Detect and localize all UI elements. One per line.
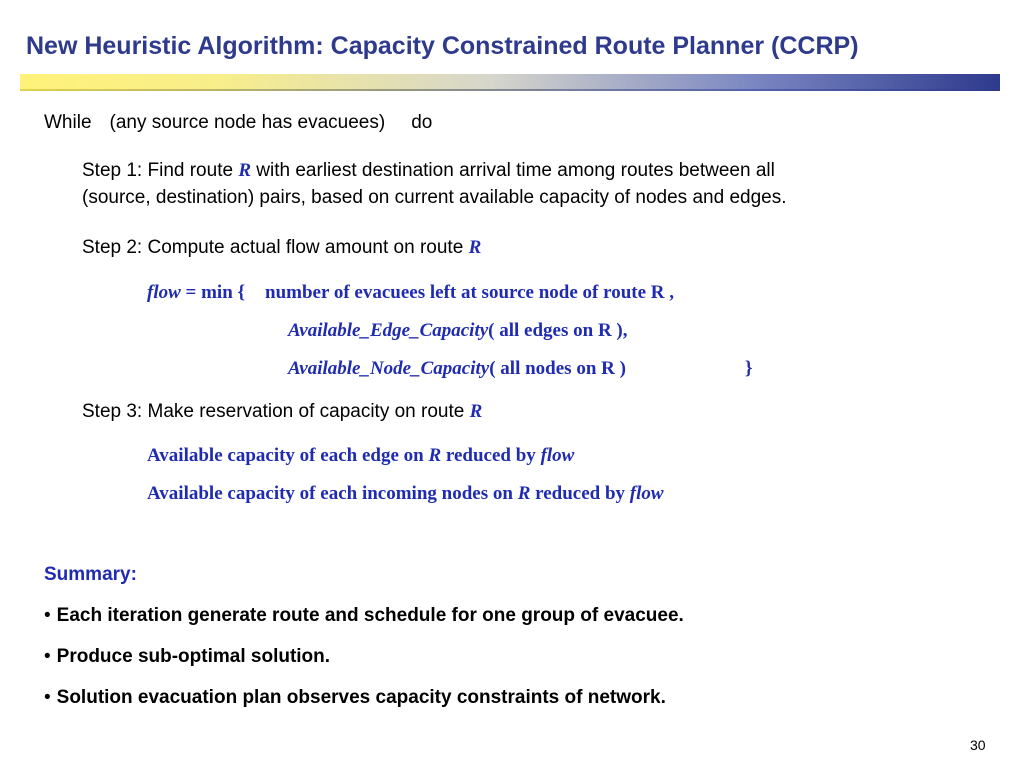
- step1-route-var: R: [238, 160, 252, 181]
- step1-line2: (source, destination) pairs, based on current available capacity of nodes and edges.: [82, 187, 787, 208]
- step3-route-var: R: [469, 401, 483, 422]
- bullet-icon: •: [44, 646, 51, 667]
- flow-formula-line1: [147, 282, 674, 304]
- step2-line: [82, 237, 481, 259]
- flow-formula-line3: [288, 358, 626, 380]
- edge-capacity-arg: ( all edges on R ),: [488, 320, 628, 341]
- bullet-icon: •: [44, 687, 51, 708]
- step1-line1: [82, 160, 775, 182]
- step3-line: [82, 401, 482, 423]
- summary-item-text: Solution evacuation plan observes capacity constraints of network.: [56, 687, 666, 708]
- reserve-node-text: Available capacity of each incoming nodes on: [147, 483, 518, 504]
- summary-item: [44, 605, 684, 627]
- step1-text: Step 1: Find route: [82, 160, 239, 181]
- flow-eq: = min {: [180, 282, 246, 303]
- reserve-node-flow-var: flow: [629, 483, 664, 504]
- node-capacity-arg: ( all nodes on R ): [489, 358, 626, 379]
- slide-title: New Heuristic Algorithm: Capacity Constrained Route Planner (CCRP): [26, 32, 859, 60]
- while-condition: (any source node has evacuees): [109, 112, 386, 133]
- title-underline-bar: [20, 74, 1000, 91]
- flow-formula-line2: [288, 320, 628, 342]
- reserve-edge-text: Available capacity of each edge on: [147, 445, 429, 466]
- step3-text: Step 3: Make reservation of capacity on route: [82, 401, 470, 422]
- flow-var: flow: [147, 282, 181, 303]
- reserve-node-mid: reduced by: [530, 483, 630, 504]
- do-keyword: do: [411, 112, 433, 133]
- reserve-edge-line: [147, 445, 574, 467]
- summary-heading: Summary:: [44, 564, 137, 585]
- step1-text-post: with earliest destination arrival time among routes between all: [251, 160, 775, 181]
- bullet-icon: •: [44, 605, 51, 626]
- summary-item: [44, 687, 666, 709]
- summary-item-text: Produce sub-optimal solution.: [56, 646, 331, 667]
- while-line: [44, 112, 432, 134]
- reserve-edge-mid: reduced by: [441, 445, 541, 466]
- flow-term-evacuees: number of evacuees left at source node of route R ,: [265, 282, 674, 303]
- flow-close-brace: }: [745, 358, 753, 379]
- reserve-node-line: [147, 483, 664, 505]
- reserve-node-route-var: R: [517, 483, 531, 504]
- while-keyword: While: [44, 112, 92, 133]
- node-capacity-fn: Available_Node_Capacity: [288, 358, 490, 379]
- summary-item: [44, 646, 330, 668]
- reserve-edge-flow-var: flow: [540, 445, 575, 466]
- reserve-edge-route-var: R: [428, 445, 442, 466]
- step2-route-var: R: [468, 237, 482, 258]
- edge-capacity-fn: Available_Edge_Capacity: [288, 320, 489, 341]
- page-number: 30: [970, 737, 986, 753]
- summary-item-text: Each iteration generate route and schedule for one group of evacuee.: [56, 605, 684, 626]
- step2-text: Step 2: Compute actual flow amount on route: [82, 237, 469, 258]
